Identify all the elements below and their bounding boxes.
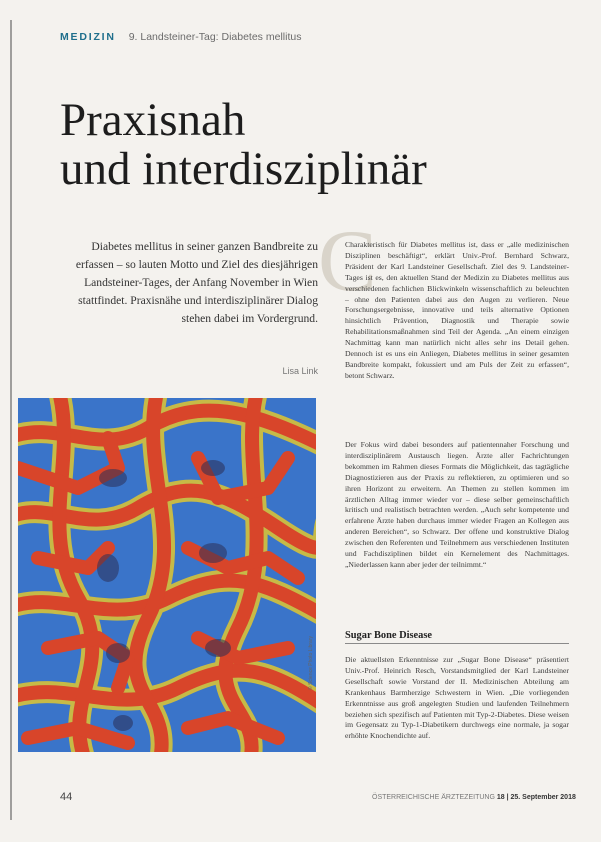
headline-line-1: Praxisnah — [60, 94, 246, 146]
author-name: Lisa Link — [282, 366, 318, 376]
article-paragraph-2: Der Fokus wird dabei besonders auf patientennaher Forschung und interdisziplinärem Austausch liegen. Ärzte aller Fachrichtungen bekommen im Rahmen dieses Formats die Möglichkeit, das tagtägliche Diagnostizieren aus der Praxis zu reflektieren, zu optimieren und so ihren Horizont zu erweitern. An Themen zu stellen kommen im ärztlichen Alltag immer wieder vor – diese selber gemeinschaftlich kritisch und realistisch betrachten werden. „Auch sehr kompetente und erfahrene Ärzte haben durchaus immer wieder Fragen an Kollegen aus anderen Bereichen“, so Schwarz. Der offene und konstruktive Dialog zwischen den Referenten und Teilnehmern aus verschiedenen Instituten und Fachdisziplinen bildet ein Kernelement des Nachmittages. „Niederlassen kann aber jeder der teilnimmt.“ — [345, 440, 569, 569]
page-spine-line — [10, 20, 12, 820]
microscopy-image — [18, 398, 316, 752]
section-label: MEDIZIN — [60, 31, 116, 43]
publication-name: ÖSTERREICHISCHE ÄRZTEZEITUNG — [372, 794, 495, 801]
article-teaser: Diabetes mellitus in seiner ganzen Bandbreite zu erfassen – so lauten Motto und Ziel des diesjährigen Landsteiner-Tages, der Anfang November in Wien stattfindet. Praxisnähe und interdisziplinärer Dialog stehen dabei im Vordergrund. — [75, 240, 318, 325]
page-footer — [372, 794, 576, 801]
section-subhead: Sugar Bone Disease — [345, 630, 569, 644]
image-credit: © Science Photo Library — [308, 636, 314, 690]
issue-info: 18 | 25. September 2018 — [496, 794, 576, 801]
article-headline — [60, 96, 427, 194]
drop-initial: C — [318, 213, 377, 310]
page-number: 44 — [60, 791, 73, 803]
article-paragraph-3: Die aktuellsten Erkenntnisse zur „Sugar Bone Disease“ präsentiert Univ.-Prof. Heinrich Resch, Vorstandsmitglied der Karl Landsteiner Gesellschaft sowie Vorstand der II. Medizinischen Abteilung am Krankenhaus Barmherzige Schwestern in Wien. „Die vorliegenden Erkenntnisse aus groß angelegten Studien und laufenden Teilnehmern beziehen sich spezifisch auf Patienten mit Typ-2-Diabetes. Diese weisen im Gegensatz zu Typ-1-Diabetikern durchwegs eine normale, ja sogar erhöhte Knochendichte auf. — [345, 655, 569, 741]
headline-line-2: und interdisziplinär — [60, 143, 427, 195]
topic-label: 9. Landsteiner-Tag: Diabetes mellitus — [128, 31, 302, 43]
article-paragraph-1: Charakteristisch für Diabetes mellitus ist, dass er „alle medizinischen Disziplinen beschäftigt“, erklärt Univ.-Prof. Bernhard Schwarz, Präsident der Karl Landsteiner Gesellschaft. Ziel des 9. Landsteiner-Tages ist es, den aktuellen Stand der Medizin zu Diabetes mellitus aus verschiedenen fachlichen Blickwinkeln wissenschaftlich zu beleuchten – ohne den Patienten dabei aus den Augen zu verlieren. Neue Forschungsergebnisse, innovative und teils alternative Optionen hinsichtlich Prävention, Diagnostik und Therapie sowie Rehabilitationsmaßnahmen sind Teil der Agenda. „An einem einzigen Nachmittag kann man natürlich nicht alles sehr ins Detail gehen. Dennoch ist es uns ein Anliegen, Diabetes mellitus in seiner gesamten Bandbreite kompakt, fokussiert und am Puls der Zeit zu erfassen“, betont Schwarz. — [345, 240, 569, 380]
capillary-network-illustration — [18, 398, 316, 752]
page-header — [60, 31, 301, 43]
